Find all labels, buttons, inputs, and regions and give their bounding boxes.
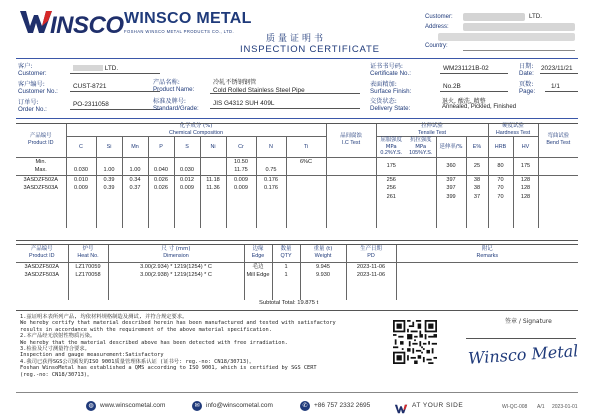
mech-cell: 256 [376, 184, 406, 193]
chem-cell [122, 193, 148, 202]
element-header: Mn [122, 137, 148, 158]
phone-icon: ✆ [300, 401, 310, 411]
table-row [16, 175, 578, 184]
heat-no-header [68, 244, 108, 262]
chem-cell [200, 193, 226, 202]
element-header: Ni [200, 137, 226, 158]
pd-en: PD [367, 252, 375, 259]
chem-cell: 0.176 [256, 184, 286, 193]
bend-test-header [538, 123, 578, 157]
product-name-zh-value: 冷轧不锈钢钢管 [213, 79, 257, 86]
mech-cell: 256 [376, 175, 406, 184]
delivery-value-en: Annealed, Pickled, Finished [442, 104, 517, 110]
note-line: results in accordance with the requirement of the above material specification. [20, 326, 272, 333]
address-blur-1 [463, 23, 575, 31]
min-cell: 10.50 [226, 157, 256, 166]
page-label-en: Page: [519, 88, 536, 95]
note-line: (reg.-no: CN18/30713)。 [20, 371, 93, 378]
max-cell: 1.00 [96, 166, 122, 175]
qty-zh: 数量 [280, 246, 292, 253]
dim-table-bottom-rule [16, 310, 578, 311]
chem-cell: 0.010 [66, 175, 96, 184]
customer-header-label: Customer: [425, 14, 453, 20]
hv-header: HV [513, 137, 538, 158]
chem-cell: 11.36 [200, 184, 226, 193]
order-no-label-zh: 订单号: [18, 99, 39, 106]
table-row [16, 193, 578, 202]
page-value: 1/1 [545, 81, 578, 92]
dim-row-qty: 1 [272, 271, 300, 280]
winsco-mini-logo-icon [394, 401, 408, 419]
note-line: 1.兹证明本表所列产品, 均依材料规格制造及测试, 并符合规定要求。 [20, 314, 188, 320]
mech-cell: 38 [466, 175, 488, 184]
company-name: WINSCO METAL [124, 10, 252, 27]
surface-label-en: Surface Finish: [370, 88, 412, 95]
chem-cell [148, 193, 174, 202]
ic-cell [326, 175, 376, 184]
row-product-id: 3ASDZF502A [23, 176, 58, 183]
tensile-el-header: E% [466, 137, 488, 158]
standard-label-en: Standard/Grade: [153, 105, 199, 112]
signature-label: 签章 / Signature [505, 318, 552, 325]
footer-bar [0, 392, 594, 420]
bend-spec-cell [538, 157, 578, 175]
mech-cell [406, 184, 436, 193]
dim-row-weight: 9.945 [300, 262, 346, 271]
el-spec: 25 [466, 157, 488, 175]
max-cell: 0.040 [148, 166, 174, 175]
mech-cell: 128 [513, 175, 538, 184]
dim-product-id-zh: 产品编号 [30, 246, 53, 253]
mech-cell: 70 [488, 193, 513, 202]
bend-cell [538, 175, 578, 184]
footer-doc-no: WI-QC-008 [502, 404, 528, 410]
min-cell [66, 157, 96, 166]
hrb-spec: 80 [488, 157, 513, 175]
mech-cell [406, 175, 436, 184]
chem-composition-zh: 化学成分 (%) [179, 123, 213, 129]
hardness-test-en: Hardness Test [495, 129, 531, 136]
surface-label-zh: 表面精加: [370, 81, 397, 88]
heat-no-en: Heat No. [77, 252, 99, 259]
chem-cell: 0.176 [256, 175, 286, 184]
min-cell: 6%C [286, 157, 326, 166]
chem-cell: 0.34 [122, 175, 148, 184]
dim-row-id: 3ASDZF503A [24, 272, 59, 279]
standard-value: JIS G4312 SUH 409L [210, 98, 360, 109]
heat-no-zh: 炉号 [82, 246, 94, 253]
element-header: N [256, 137, 286, 158]
footer-slogan: AT YOUR SIDE [412, 402, 464, 409]
note-line: Foshan WinsoMetal has established a QMS according to ISO 9001, which is certified by SGS CERT [20, 365, 317, 372]
bend-cell [538, 184, 578, 193]
signature-script: Winsco Metal [467, 341, 579, 368]
subtotal-text: Subtotal Total: 19.875 t [259, 300, 319, 306]
qty-header [272, 244, 300, 262]
min-label: Min. [35, 158, 47, 165]
chem-cell [286, 193, 326, 202]
certification-notes [20, 314, 380, 378]
table-filler-row [16, 202, 578, 228]
table-row [16, 184, 578, 193]
min-cell [200, 157, 226, 166]
tensile-rp-header [376, 137, 406, 158]
element-header: Cr [226, 137, 256, 158]
max-label: Max. [34, 167, 47, 173]
bend-test-en: Bend Test [546, 139, 571, 146]
row-product-id: 3ASDZF503A [23, 185, 58, 192]
certificate-title-en: INSPECTION CERTIFICATE [240, 44, 380, 55]
dim-product-id-header [16, 244, 68, 262]
mech-cell: 399 [436, 193, 466, 202]
dim-row-pd: 2023-11-06 [346, 262, 396, 271]
dimension-zh: 尺 寸 (mm) [161, 246, 191, 253]
globe-icon: ◍ [86, 401, 96, 411]
chem-cell [174, 193, 200, 202]
mech-cell: 38 [466, 184, 488, 193]
customer-no-value: CUST-8721 [70, 81, 160, 92]
hrb-header: HRB [488, 137, 513, 158]
max-cell: 0.030 [174, 166, 200, 175]
remarks-header [396, 244, 578, 262]
ic-cell [326, 193, 376, 202]
chem-cell: 0.009 [66, 184, 96, 193]
pd-header [346, 244, 396, 262]
dim-row-heat: LZ170059 [68, 262, 108, 271]
product-name-label-en: Product Name: [153, 86, 195, 93]
min-cell [174, 157, 200, 166]
edge-header [244, 244, 272, 262]
chem-cell [226, 193, 256, 202]
date-label-en: Date: [519, 70, 534, 77]
cert-no-value: WM231121B-02 [440, 63, 508, 74]
bend-test-zh: 弯曲试验 [547, 133, 570, 140]
remarks-zh: 附记 [481, 246, 493, 253]
dim-row-qty: 1 [272, 262, 300, 271]
address-header-label: Address: [425, 24, 449, 30]
dimension-header [108, 244, 244, 262]
hv-spec: 175 [513, 157, 538, 175]
ts-spec: 360 [436, 157, 466, 175]
hardness-test-zh: 硬度试验 [502, 123, 524, 129]
dim-row-weight: 9.930 [300, 271, 346, 280]
chem-cell: 0.009 [226, 184, 256, 193]
customer-label-en: Customer: [18, 70, 47, 77]
pd-zh: 生产日期 [360, 246, 382, 253]
info-divider [16, 118, 578, 119]
dim-row-edge: Mill Edge [244, 271, 272, 280]
max-cell: 1.00 [122, 166, 148, 175]
footer-phone[interactable]: +86 757 2332 2695 [314, 402, 371, 409]
surface-value: No.2B [440, 81, 508, 92]
table-row [16, 262, 578, 271]
mech-cell: 261 [376, 193, 406, 202]
ic-cell [326, 184, 376, 193]
mech-cell: 128 [513, 184, 538, 193]
date-value: 2023/11/21 [540, 63, 578, 74]
footer-website[interactable]: www.winscometal.com [100, 402, 166, 409]
dim-product-id-en: Product ID [29, 252, 55, 259]
delivery-value-zh: 退火, 酸洗, 精整 [442, 98, 486, 105]
chem-cell: 0.026 [148, 184, 174, 193]
min-cell [148, 157, 174, 166]
weight-header [300, 244, 346, 262]
signature-line [466, 338, 576, 339]
chem-cell: 0.37 [122, 184, 148, 193]
chem-cell: 0.009 [226, 175, 256, 184]
delivery-label-en: Delivery State: [370, 105, 411, 112]
mech-cell [406, 193, 436, 202]
qr-code-icon [393, 320, 437, 364]
footer-rule [16, 392, 578, 393]
ts-en: 105%Y.S. [409, 150, 433, 156]
max-cell [286, 166, 326, 175]
remarks-en: Remarks [476, 252, 499, 259]
rp-zh: 屈服强度 MPa [380, 137, 403, 150]
min-cell [256, 157, 286, 166]
ic-spec-cell [326, 157, 376, 175]
element-header: C [66, 137, 96, 158]
page-label-zh: 页数: [519, 81, 534, 88]
logo-text: INSCO [50, 12, 124, 39]
customer-no-label-zh: 客户编号: [18, 81, 45, 88]
dim-row-dimension: 3.00(2.934) * 1219(1254) * C [108, 262, 244, 271]
note-line: 4.我司已获得SGS公司颁发的ISO 9001质量管理体系认证 (证书号: reg.-no: CN18/30713)。 [20, 358, 255, 365]
chem-cell: 0.39 [96, 184, 122, 193]
dim-table-top-rule [16, 244, 578, 245]
chem-composition-en: Chemical Composition [169, 129, 223, 136]
tensile-ts-header [436, 137, 466, 158]
tensile-test-header [376, 123, 488, 137]
footer-email[interactable]: info@winscometal.com [206, 402, 273, 409]
note-line: We hereby certify that material described herein has been manufactured and tested with satisfactory [20, 320, 336, 327]
note-line: 2.本产品经无放射性物质污染。 [20, 333, 96, 340]
winsco-logo-icon [20, 9, 52, 35]
note-line: 3.检验及尺寸测量符合要求。 [20, 346, 90, 353]
dim-row-edge: 毛边 [244, 262, 272, 271]
chem-product-id-header [16, 123, 66, 157]
el-zh: 延伸率/% [439, 143, 463, 150]
chem-cell: 0.39 [96, 175, 122, 184]
dimension-en: Dimension [163, 252, 189, 259]
ts-zh: 抗拉强度 MPa [409, 137, 432, 150]
chem-cell [286, 175, 326, 184]
mech-cell: 128 [513, 193, 538, 202]
chem-composition-header [66, 123, 326, 137]
max-cell: 0.030 [66, 166, 96, 175]
hardness-test-header [488, 123, 538, 137]
chem-cell: 11.18 [200, 175, 226, 184]
qty-en: QTY [280, 252, 292, 259]
customer-no-label-en: Customer No.: [18, 88, 58, 95]
customer-value [70, 63, 160, 74]
element-header: S [174, 137, 200, 158]
chem-cell [286, 184, 326, 193]
chem-mech-table [16, 123, 578, 228]
company-subtitle: FOSHAN WINSCO METAL PRODUCTS CO., LTD. [124, 29, 235, 34]
tensile-ys-header [406, 137, 436, 158]
rp-en: 0.2%Y.S. [380, 150, 403, 156]
max-cell: 11.75 [226, 166, 256, 175]
cert-no-label-zh: 证书书号码: [370, 63, 404, 70]
dim-row-id: 3ASDZF502A [24, 263, 59, 270]
header-divider [16, 58, 578, 59]
edge-en: Edge [251, 252, 265, 259]
min-cell [122, 157, 148, 166]
mail-icon: ✉ [192, 401, 202, 411]
ys-spec [406, 157, 436, 175]
dim-row-remarks [396, 262, 578, 271]
customer-header-blur [463, 13, 525, 21]
chem-cell [256, 193, 286, 202]
country-header-label: Country: [425, 43, 448, 49]
chem-cell [96, 193, 122, 202]
edge-zh: 边缘 [252, 246, 264, 253]
chem-cell: 0.012 [174, 175, 200, 184]
element-header: Si [96, 137, 122, 158]
chem-table-bottom-rule [16, 240, 578, 241]
product-name-en-value: Cold Rolled Stainless Steel Pipe [210, 81, 360, 94]
dim-row-pd: 2023-11-06 [346, 271, 396, 280]
element-header: Ti [286, 137, 326, 158]
certificate-title-zh: 质量证明书 [266, 34, 327, 44]
chem-cell: 0.009 [174, 184, 200, 193]
weight-en: Weight [314, 252, 332, 259]
product-name-label-zh: 产品名称: [153, 79, 180, 86]
ic-test-en: I.C Test [341, 139, 361, 146]
chem-cell: 0.026 [148, 175, 174, 184]
min-cell [96, 157, 122, 166]
ic-test-header [326, 123, 376, 157]
bend-cell [538, 193, 578, 202]
country-underline [463, 50, 575, 51]
order-no-label-en: Order No.: [18, 106, 47, 113]
delivery-label-zh: 交货状态: [370, 98, 397, 105]
date-label-zh: 日期: [519, 63, 534, 70]
max-cell: 0.75 [256, 166, 286, 175]
address-blur-2 [438, 33, 575, 41]
chem-table-top-rule [16, 123, 578, 124]
dim-row-dimension: 3.00(2.938) * 1219(1254) * C [108, 271, 244, 280]
dim-row-heat: LZ170058 [68, 271, 108, 280]
customer-label-zh: 客户: [18, 63, 33, 70]
row-product-id [16, 193, 66, 202]
table-filler-row [16, 280, 578, 300]
tensile-test-en: Tensile Test [417, 129, 447, 136]
chem-cell [66, 193, 96, 202]
customer-value-suffix: LTD. [104, 65, 119, 72]
order-no-value: PO-2311058 [70, 99, 160, 110]
rp-spec: 175 [376, 157, 406, 175]
standard-label-zh: 标准及牌号: [153, 98, 187, 105]
mech-cell: 397 [436, 184, 466, 193]
dim-row-remarks [396, 271, 578, 280]
note-line: Inspection and gauge measurement:Satisfactory [20, 352, 164, 359]
footer-date: 2023-01-01 [552, 404, 578, 410]
table-row [16, 271, 578, 280]
cert-no-label-en: Certificate No.: [370, 70, 411, 77]
customer-header-suffix: LTD. [529, 13, 542, 20]
mech-cell: 397 [436, 175, 466, 184]
mech-cell: 70 [488, 184, 513, 193]
ic-test-zh: 晶间腐蚀 [340, 133, 362, 140]
mech-cell: 37 [466, 193, 488, 202]
max-cell [200, 166, 226, 175]
customer-blur [73, 65, 103, 71]
element-header: P [148, 137, 174, 158]
chem-product-id-zh: 产品编号 [29, 133, 52, 140]
weight-zh: 重量 (t) [313, 246, 333, 253]
mech-cell: 70 [488, 175, 513, 184]
note-line: We hereby that the material described above has been detected with free irradiation. [20, 339, 288, 346]
chem-product-id-en: Product ID [28, 139, 54, 146]
footer-rev: A/1 [537, 404, 545, 410]
tensile-test-zh: 拉伸试验 [421, 123, 443, 129]
dimension-table [16, 244, 578, 300]
